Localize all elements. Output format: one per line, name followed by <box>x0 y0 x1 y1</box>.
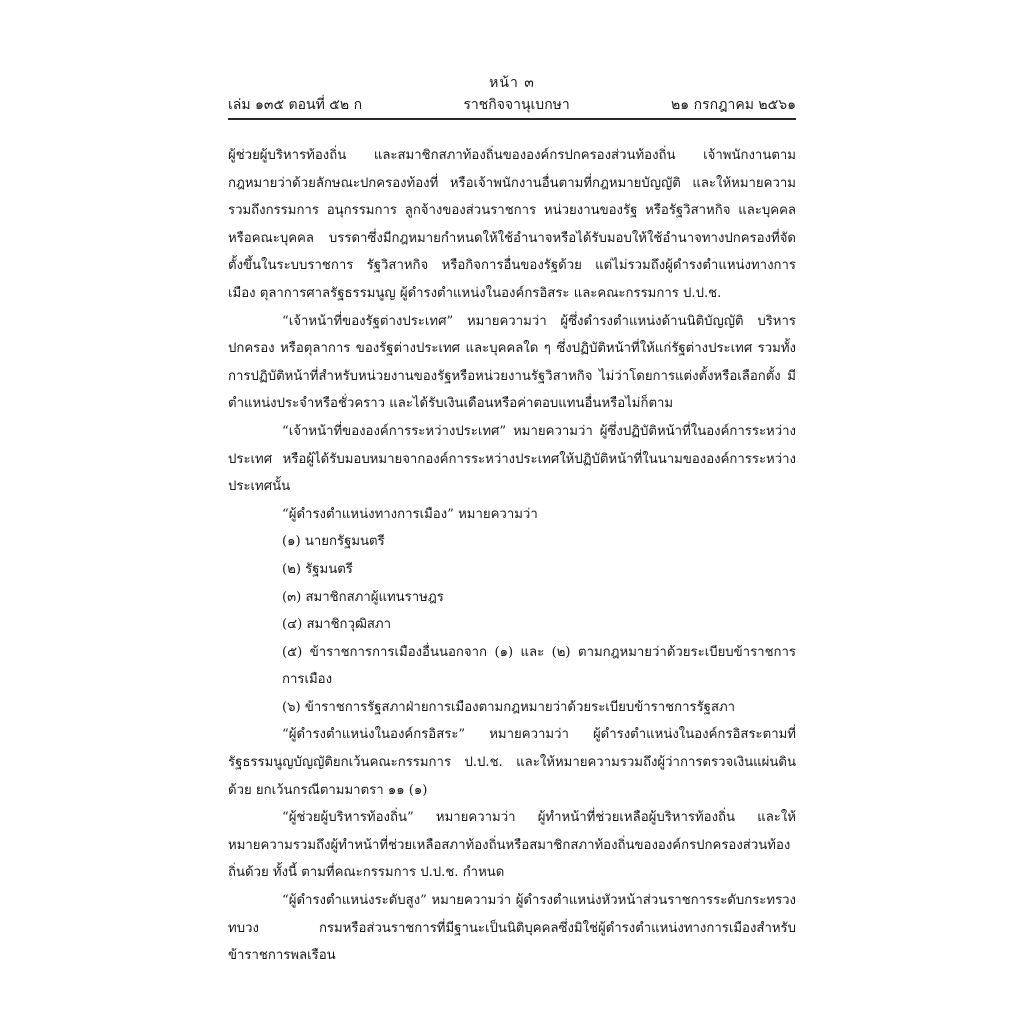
definition-independent-org: “ผู้ดำรงตำแหน่งในองค์กรอิสระ” หมายความว่า ผู้ดำรงตำแหน่งในองค์กรอิสระตามที่รัฐธรรมนูญบัญญัติยกเว้นคณะกรรมการ ป.ป.ช. และให้หมายความรวมถึงผู้ว่าการตรวจเงินแผ่นดินด้วย ยกเว้นกรณีตามมาตรา ๑๑ (๑) <box>228 727 796 798</box>
gazette-name: ราชกิจจานุเบกษา <box>463 97 570 113</box>
definition-foreign-official: “เจ้าหน้าที่ของรัฐต่างประเทศ” หมายความว่า ผู้ซึ่งดำรงตำแหน่งด้านนิติบัญญัติ บริหาร ปกครอง หรือตุลาการ ของรัฐต่างประเทศ และบุคคลใด ๆ ซึ่งปฏิบัติหน้าที่ให้แก่รัฐต่างประเทศ รวมทั้งการปฏิบัติหน้าที่สำหรับหน่วยงานของรัฐหรือหน่วยงานรัฐวิสาหกิจ ไม่ว่าโดยการแต่งตั้งหรือเลือกตั้ง มีตำแหน่งประจำหรือชั่วคราว และได้รับเงินเดือนหรือค่าตอบแทนอื่นหรือไม่ก็ตาม <box>228 313 796 412</box>
list-item: (๖) ข้าราชการรัฐสภาฝ่ายการเมืองตามกฎหมายว่าด้วยระเบียบข้าราชการรัฐสภา <box>282 699 736 715</box>
list-item: (๒) รัฐมนตรี <box>282 561 353 577</box>
list-item: (๔) สมาชิกวุฒิสภา <box>282 617 392 633</box>
list-item: (๑) นายกรัฐมนตรี <box>282 534 385 550</box>
gazette-header <box>228 94 796 116</box>
definition-high-ranking-position: “ผู้ดำรงตำแหน่งระดับสูง” หมายความว่า ผู้ดำรงตำแหน่งหัวหน้าส่วนราชการระดับกระทรวง ทบวง กรมหรือส่วนราชการที่มีฐานะเป็นนิติบุคคลซึ่งมิใช่ผู้ดำรงตำแหน่งทางการเมืองสำหรับข้าราชการพลเรือน <box>228 893 796 964</box>
header-divider <box>228 118 796 120</box>
definition-international-org-official: “เจ้าหน้าที่ขององค์การระหว่างประเทศ” หมายความว่า ผู้ซึ่งปฏิบัติหน้าที่ในองค์การระหว่างประเทศ หรือผู้ได้รับมอบหมายจากองค์การระหว่างประเทศให้ปฏิบัติหน้าที่ในนามขององค์การระหว่างประเทศนั้น <box>228 423 796 495</box>
page-number: หน้า ๓ <box>489 75 535 91</box>
publication-date: ๒๑ กรกฎาคม ๒๕๖๑ <box>671 97 796 113</box>
document-body <box>228 142 796 970</box>
list-item: (๓) สมาชิกสภาผู้แทนราษฎร <box>282 589 444 605</box>
definition-local-admin-assistant: “ผู้ช่วยผู้บริหารท้องถิ่น” หมายความว่า ผู้ทำหน้าที่ช่วยเหลือผู้บริหารท้องถิ่น และให้หมายความรวมถึงผู้ทำหน้าที่ช่วยเหลือสภาท้องถิ่นหรือสมาชิกสภาท้องถิ่นขององค์กรปกครองส่วนท้องถิ่นด้วย ทั้งนี้ ตามที่คณะกรรมการ ป.ป.ช. กำหนด <box>228 810 796 881</box>
definition-political-position: “ผู้ดำรงตำแหน่งทางการเมือง” หมายความว่า <box>282 506 538 522</box>
paragraph-officials-continued: ผู้ช่วยผู้บริหารท้องถิ่น และสมาชิกสภาท้องถิ่นขององค์กรปกครองส่วนท้องถิ่น เจ้าพนักงานตามกฎหมายว่าด้วยลักษณะปกครองท้องที่ หรือเจ้าพนักงานอื่นตามที่กฎหมายบัญญัติ และให้หมายความรวมถึงกรรมการ อนุกรรมการ ลูกจ้างของส่วนราชการ หน่วยงานของรัฐ หรือรัฐวิสาหกิจ และบุคคลหรือคณะบุคคล บรรดาซึ่งมีกฎหมายกำหนดให้ใช้อำนาจหรือได้รับมอบให้ใช้อำนาจทางปกครองที่จัดตั้งขึ้นในระบบราชการ รัฐวิสาหกิจ หรือกิจการอื่นของรัฐด้วย แต่ไม่รวมถึงผู้ดำรงตำแหน่งทางการเมือง ตุลาการศาลรัฐธรรมนูญ ผู้ดำรงตำแหน่งในองค์กรอิสระ และคณะกรรมการ ป.ป.ช. <box>228 148 796 301</box>
volume-info: เล่ม ๑๓๕ ตอนที่ ๕๒ ก <box>228 97 363 113</box>
list-item: (๕) ข้าราชการการเมืองอื่นนอกจาก (๑) และ (๒) ตามกฎหมายว่าด้วยระเบียบข้าราชการการเมือง <box>282 644 796 688</box>
